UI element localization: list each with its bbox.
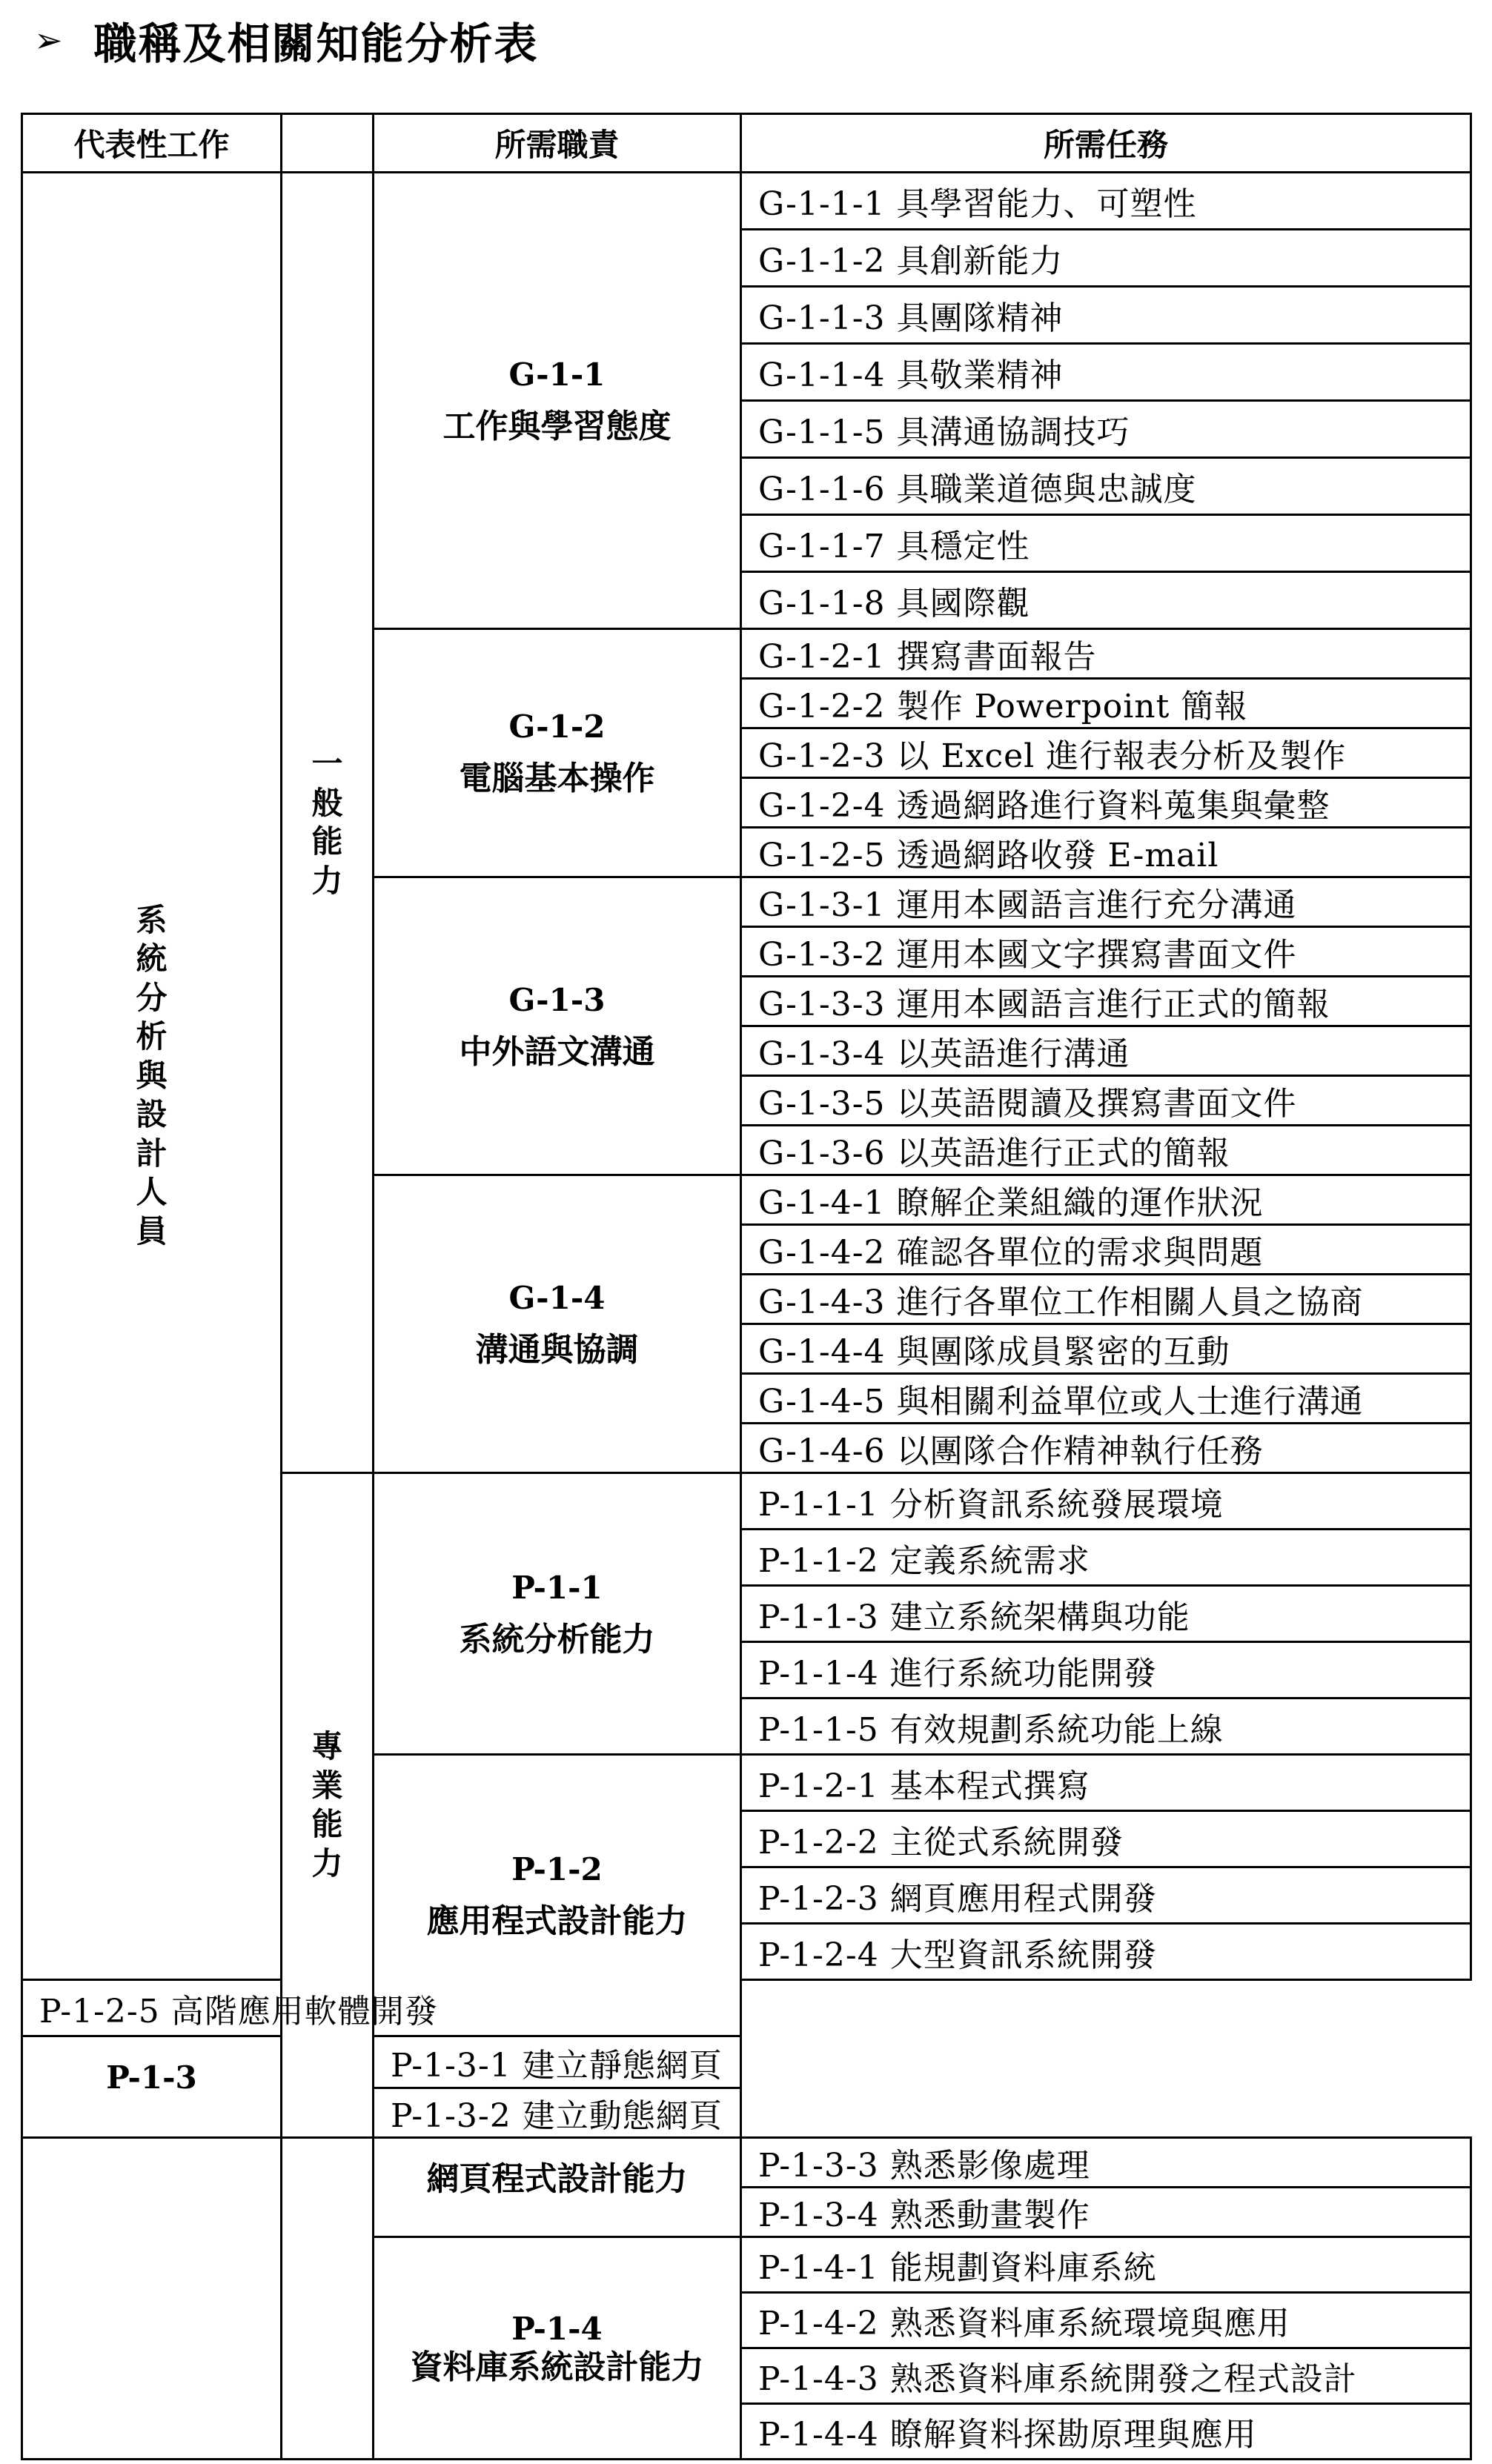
task-cell: G-1-1-3 具團隊精神 [741,287,1471,344]
page-title [34,10,539,70]
task-cell: G-1-1-8 具國際觀 [741,572,1471,629]
task-cell: G-1-1-4 具敬業精神 [741,344,1471,401]
duty-code: P-1-1 [511,1569,603,1606]
duty-name: 網頁程式設計能力 [426,2160,688,2198]
task-cell: G-1-4-6 以團隊合作精神執行任務 [741,1424,1471,1473]
category-cell-continued [282,2138,374,2460]
task-cell: G-1-3-2 運用本國文字撰寫書面文件 [741,927,1471,977]
duty-name: 中外語文溝通 [459,1032,655,1071]
task-cell: G-1-4-1 瞭解企業組織的運作狀況 [741,1175,1471,1225]
header-duty: 所需職責 [374,114,741,173]
duty-name: 系統分析能力 [459,1620,655,1658]
task-cell: G-1-1-6 具職業道德與忠誠度 [741,458,1471,515]
competency-table [21,113,1472,2460]
header-row [22,114,1471,173]
task-cell: P-1-2-2 主從式系統開發 [741,1811,1471,1867]
task-cell: G-1-2-4 透過網路進行資料蒐集與彙整 [741,778,1471,828]
duty-cell-p11 [374,1473,741,1755]
duty-cell-g11 [374,173,741,629]
duty-cell-p13-name [374,2138,741,2237]
duty-cell-g14 [374,1175,741,1473]
arrow-marker-icon: ➢ [34,20,64,60]
category-general: 一般能力 [311,745,343,899]
task-cell: G-1-2-5 透過網路收發 E-mail [741,828,1471,877]
task-cell: P-1-1-5 有效規劃系統功能上線 [741,1698,1471,1755]
duty-cell-p14 [374,2237,741,2460]
task-cell: G-1-3-5 以英語閱讀及撰寫書面文件 [741,1076,1471,1126]
task-cell: P-1-3-1 建立靜態網頁 [374,2036,741,2088]
duty-cell-g13 [374,877,741,1175]
duty-code: G-1-4 [508,1279,606,1316]
task-cell: G-1-1-7 具穩定性 [741,515,1471,572]
duty-name: 溝通與協調 [475,1330,639,1369]
task-cell: P-1-2-3 網頁應用程式開發 [741,1867,1471,1924]
category-general-cell [282,173,374,1473]
task-cell: G-1-3-4 以英語進行溝通 [741,1026,1471,1076]
duty-code: G-1-1 [508,356,606,393]
page-title-text: 職稱及相關知能分析表 [93,19,539,69]
header-job: 代表性工作 [22,114,282,173]
table-row [22,2036,1471,2088]
duty-cell-p13-code [22,2036,282,2138]
task-cell: G-1-2-1 撰寫書面報告 [741,629,1471,679]
task-cell: G-1-4-4 與團隊成員緊密的互動 [741,1324,1471,1374]
duty-code: P-1-4 [511,2310,603,2347]
duty-code: G-1-3 [508,981,606,1018]
task-cell: G-1-3-1 運用本國語言進行充分溝通 [741,877,1471,927]
task-cell: P-1-3-3 熟悉影像處理 [741,2138,1471,2188]
header-blank [282,114,374,173]
task-cell: G-1-4-3 進行各單位工作相關人員之協商 [741,1275,1471,1324]
table-row [22,2138,1471,2188]
duty-cell-g12 [374,629,741,877]
task-cell: P-1-4-2 熟悉資料庫系統環境與應用 [741,2293,1471,2348]
task-cell: P-1-2-4 大型資訊系統開發 [741,1924,1471,1980]
task-cell: G-1-4-2 確認各單位的需求與問題 [741,1225,1471,1275]
duty-code: P-1-3 [106,2059,197,2096]
table-row [22,173,1471,230]
task-cell: G-1-3-3 運用本國語言進行正式的簡報 [741,977,1471,1026]
duty-code: G-1-2 [508,708,606,745]
header-task: 所需任務 [741,114,1471,173]
task-cell: P-1-3-4 熟悉動畫製作 [741,2188,1471,2237]
task-cell: G-1-4-5 與相關利益單位或人士進行溝通 [741,1374,1471,1424]
job-title-cell [22,173,282,1980]
task-cell: G-1-1-5 具溝通協調技巧 [741,401,1471,458]
task-cell: P-1-1-2 定義系統需求 [741,1530,1471,1586]
duty-name: 應用程式設計能力 [426,1902,688,1940]
task-cell: P-1-2-1 基本程式撰寫 [741,1755,1471,1811]
task-cell: P-1-1-1 分析資訊系統發展環境 [741,1473,1471,1530]
task-cell: G-1-2-3 以 Excel 進行報表分析及製作 [741,728,1471,778]
task-cell: G-1-3-6 以英語進行正式的簡報 [741,1126,1471,1175]
task-cell: G-1-1-1 具學習能力、可塑性 [741,173,1471,230]
task-cell: P-1-2-5 高階應用軟體開發 [22,1980,282,2036]
task-cell: P-1-4-1 能規劃資料庫系統 [741,2237,1471,2293]
duty-name: 電腦基本操作 [459,760,655,797]
table-row [22,1980,1471,2036]
duty-name: 工作與學習態度 [442,407,672,445]
task-cell: P-1-1-3 建立系統架構與功能 [741,1586,1471,1642]
duty-code: P-1-2 [511,1850,603,1887]
task-cell: G-1-1-2 具創新能力 [741,230,1471,287]
job-title: 系統分析與設計人員 [136,901,168,1249]
task-cell: P-1-4-3 熟悉資料庫系統開發之程式設計 [741,2348,1471,2404]
category-professional: 專業能力 [311,1728,343,1882]
task-cell: P-1-4-4 瞭解資料探勘原理與應用 [741,2404,1471,2460]
task-cell: P-1-1-4 進行系統功能開發 [741,1642,1471,1698]
task-cell: G-1-2-2 製作 Powerpoint 簡報 [741,679,1471,728]
category-professional-cell [282,1473,374,2138]
job-title-cell-continued [22,2138,282,2460]
duty-name: 資料庫系統設計能力 [410,2348,704,2386]
task-cell: P-1-3-2 建立動態網頁 [374,2088,741,2138]
